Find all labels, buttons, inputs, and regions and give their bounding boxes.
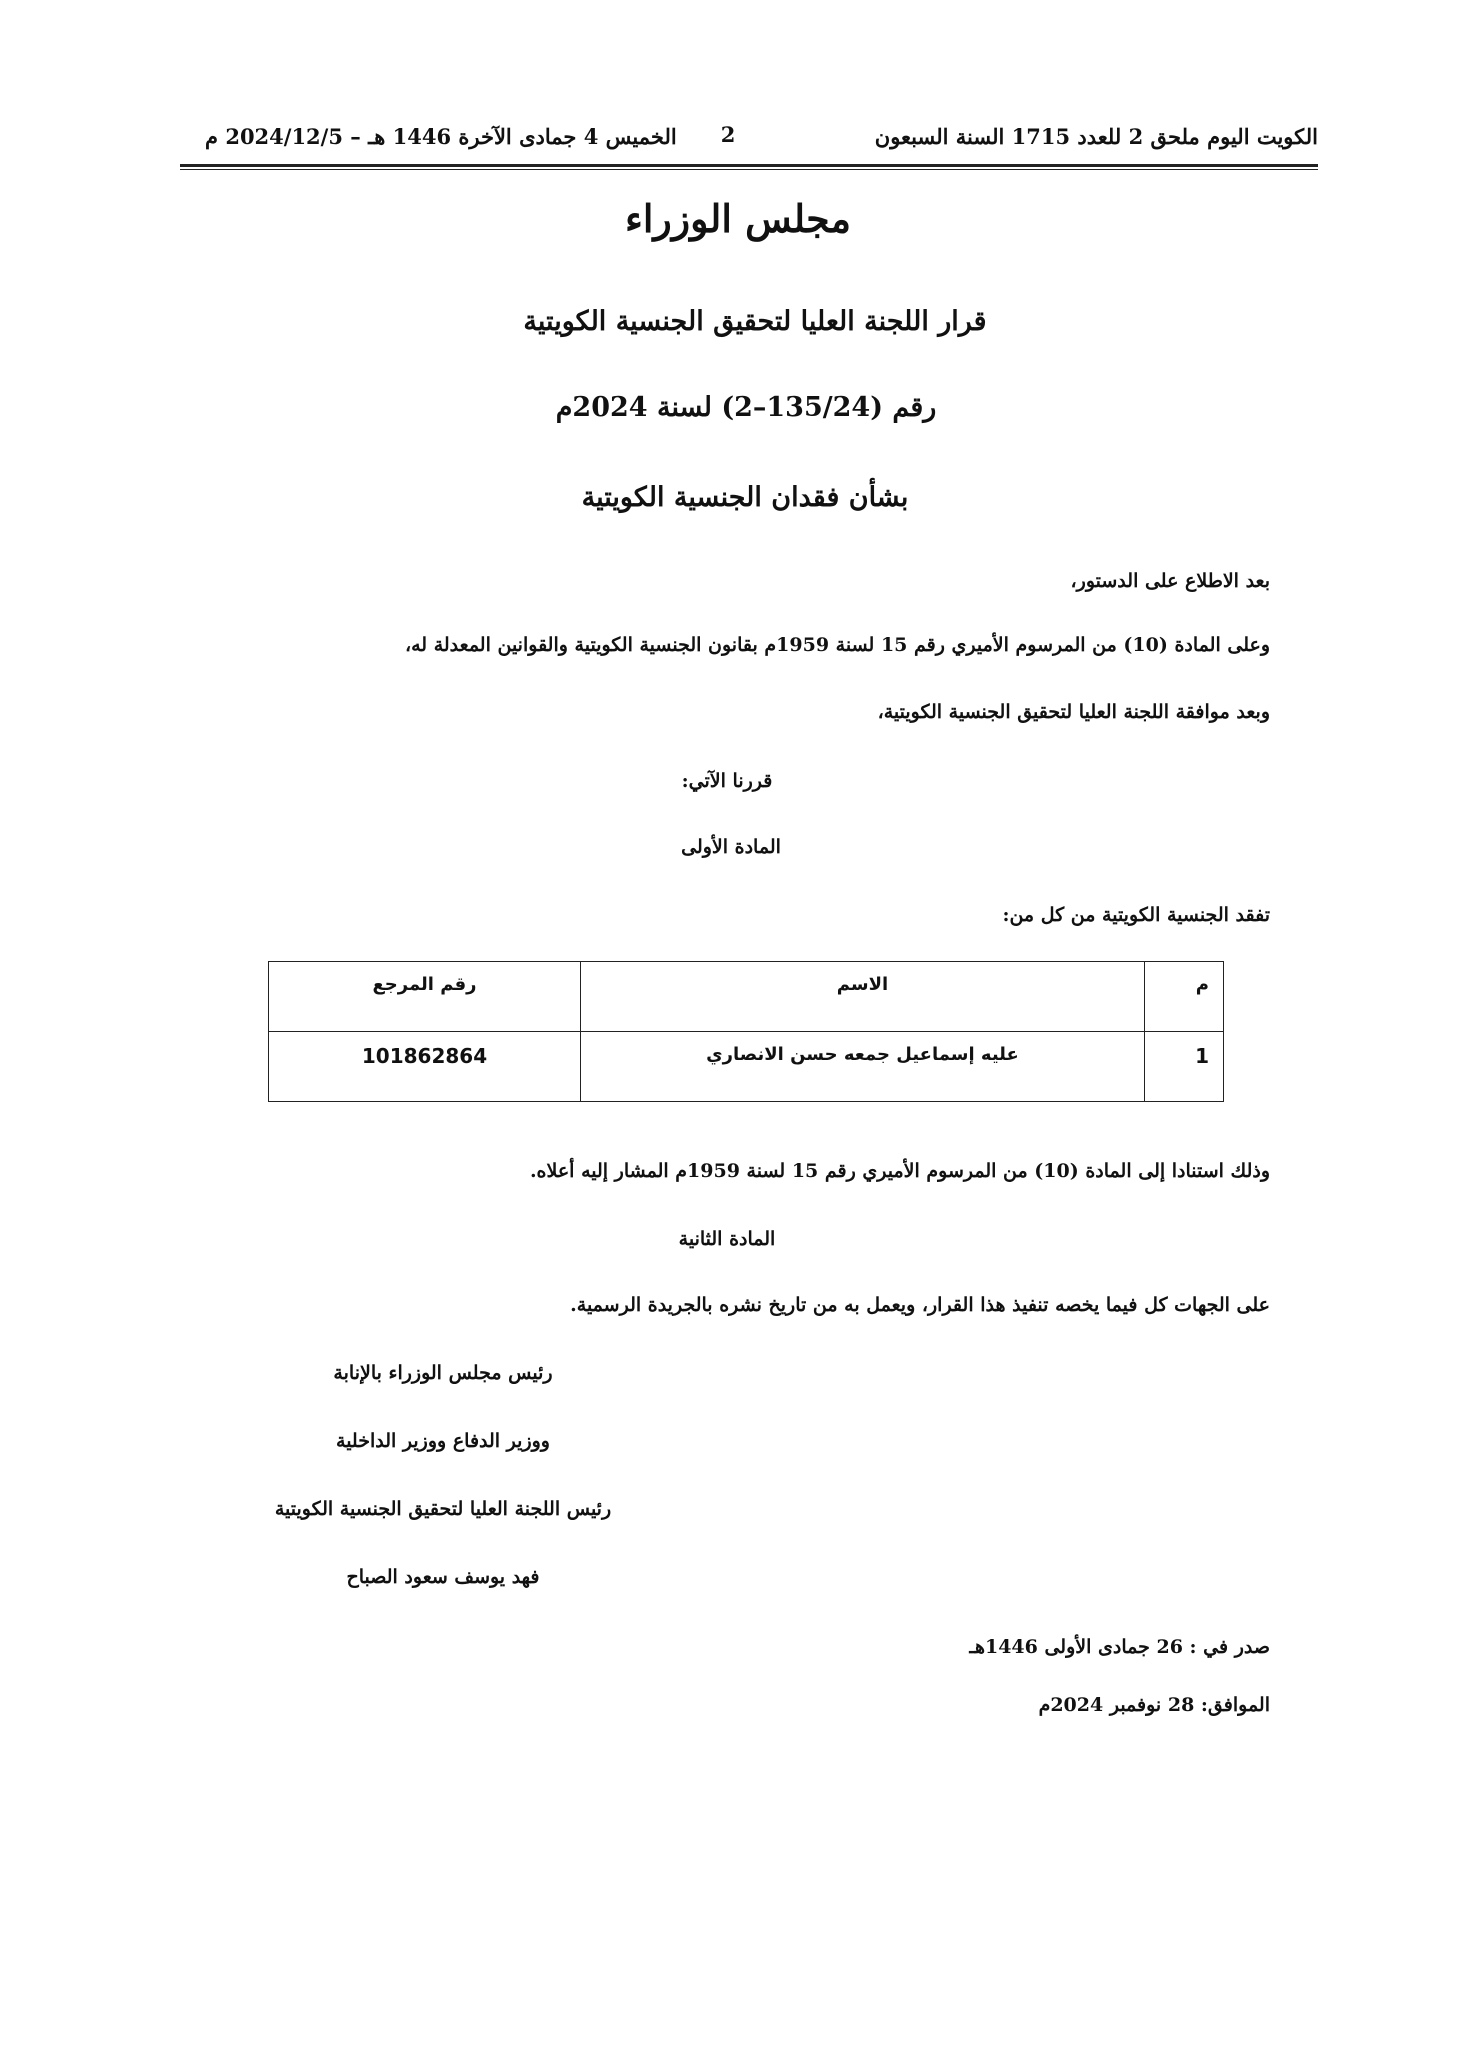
table-header-row — [269, 962, 1224, 1032]
article-two-heading: المادة الثانية — [678, 1228, 776, 1250]
row-number: 1 — [1145, 1032, 1224, 1102]
header-rule-thick — [180, 164, 1318, 167]
article-one-intro: تفقد الجنسية الكويتية من كل من: — [1002, 904, 1270, 926]
page-number: 2 — [720, 122, 736, 147]
signatory-name: فهد يوسف سعود الصباح — [346, 1566, 540, 1588]
header-number: م — [1145, 962, 1224, 1032]
preamble-line: وبعد موافقة اللجنة العليا لتحقيق الجنسية الكويتية، — [877, 701, 1270, 723]
header-reference: رقم المرجع — [269, 962, 581, 1032]
issued-date-gregorian: الموافق: 28 نوفمبر 2024م — [1038, 1694, 1270, 1716]
decision-number: رقم (135/24–2) لسنة 2024م — [555, 392, 937, 423]
article-two-text: على الجهات كل فيما يخصه تنفيذ هذا القرار، ويعمل به من تاريخ نشره بالجريدة الرسمية. — [570, 1294, 1270, 1316]
row-name: عليه إسماعيل جمعه حسن الانصاري — [581, 1032, 1145, 1102]
resolved-heading: قررنا الآتي: — [681, 770, 773, 792]
signature-title-2: ووزير الدفاع ووزير الداخلية — [336, 1430, 550, 1452]
row-reference: 101862864 — [269, 1032, 581, 1102]
revoked-persons-table — [268, 961, 1224, 1102]
article-one-closing: وذلك استنادا إلى المادة (10) من المرسوم الأميري رقم 15 لسنة 1959م المشار إليه أعلاه. — [529, 1160, 1270, 1182]
header-rule-thin — [180, 169, 1318, 170]
table-row — [269, 1032, 1224, 1102]
signature-title-1: رئيس مجلس الوزراء بالإنابة — [333, 1362, 553, 1384]
issue-info: الكويت اليوم ملحق 2 للعدد 1715 السنة السبعون — [874, 124, 1318, 149]
decision-title: قرار اللجنة العليا لتحقيق الجنسية الكويتية — [523, 306, 987, 337]
issued-date-hijri: صدر في : 26 جمادى الأولى 1446هـ — [969, 1636, 1270, 1658]
signature-title-3: رئيس اللجنة العليا لتحقيق الجنسية الكويتية — [274, 1498, 612, 1520]
article-one-heading: المادة الأولى — [681, 836, 781, 858]
publication-date: الخميس 4 جمادى الآخرة 1446 هـ – 2024/12/5 م — [205, 124, 677, 149]
preamble-line: بعد الاطلاع على الدستور، — [1070, 570, 1270, 592]
authority-title: مجلس الوزراء — [624, 196, 852, 241]
decision-subject: بشأن فقدان الجنسية الكويتية — [581, 482, 909, 513]
header-name: الاسم — [581, 962, 1145, 1032]
preamble-line: وعلى المادة (10) من المرسوم الأميري رقم 15 لسنة 1959م بقانون الجنسية الكويتية والقوانين المعدلة له، — [404, 634, 1270, 656]
